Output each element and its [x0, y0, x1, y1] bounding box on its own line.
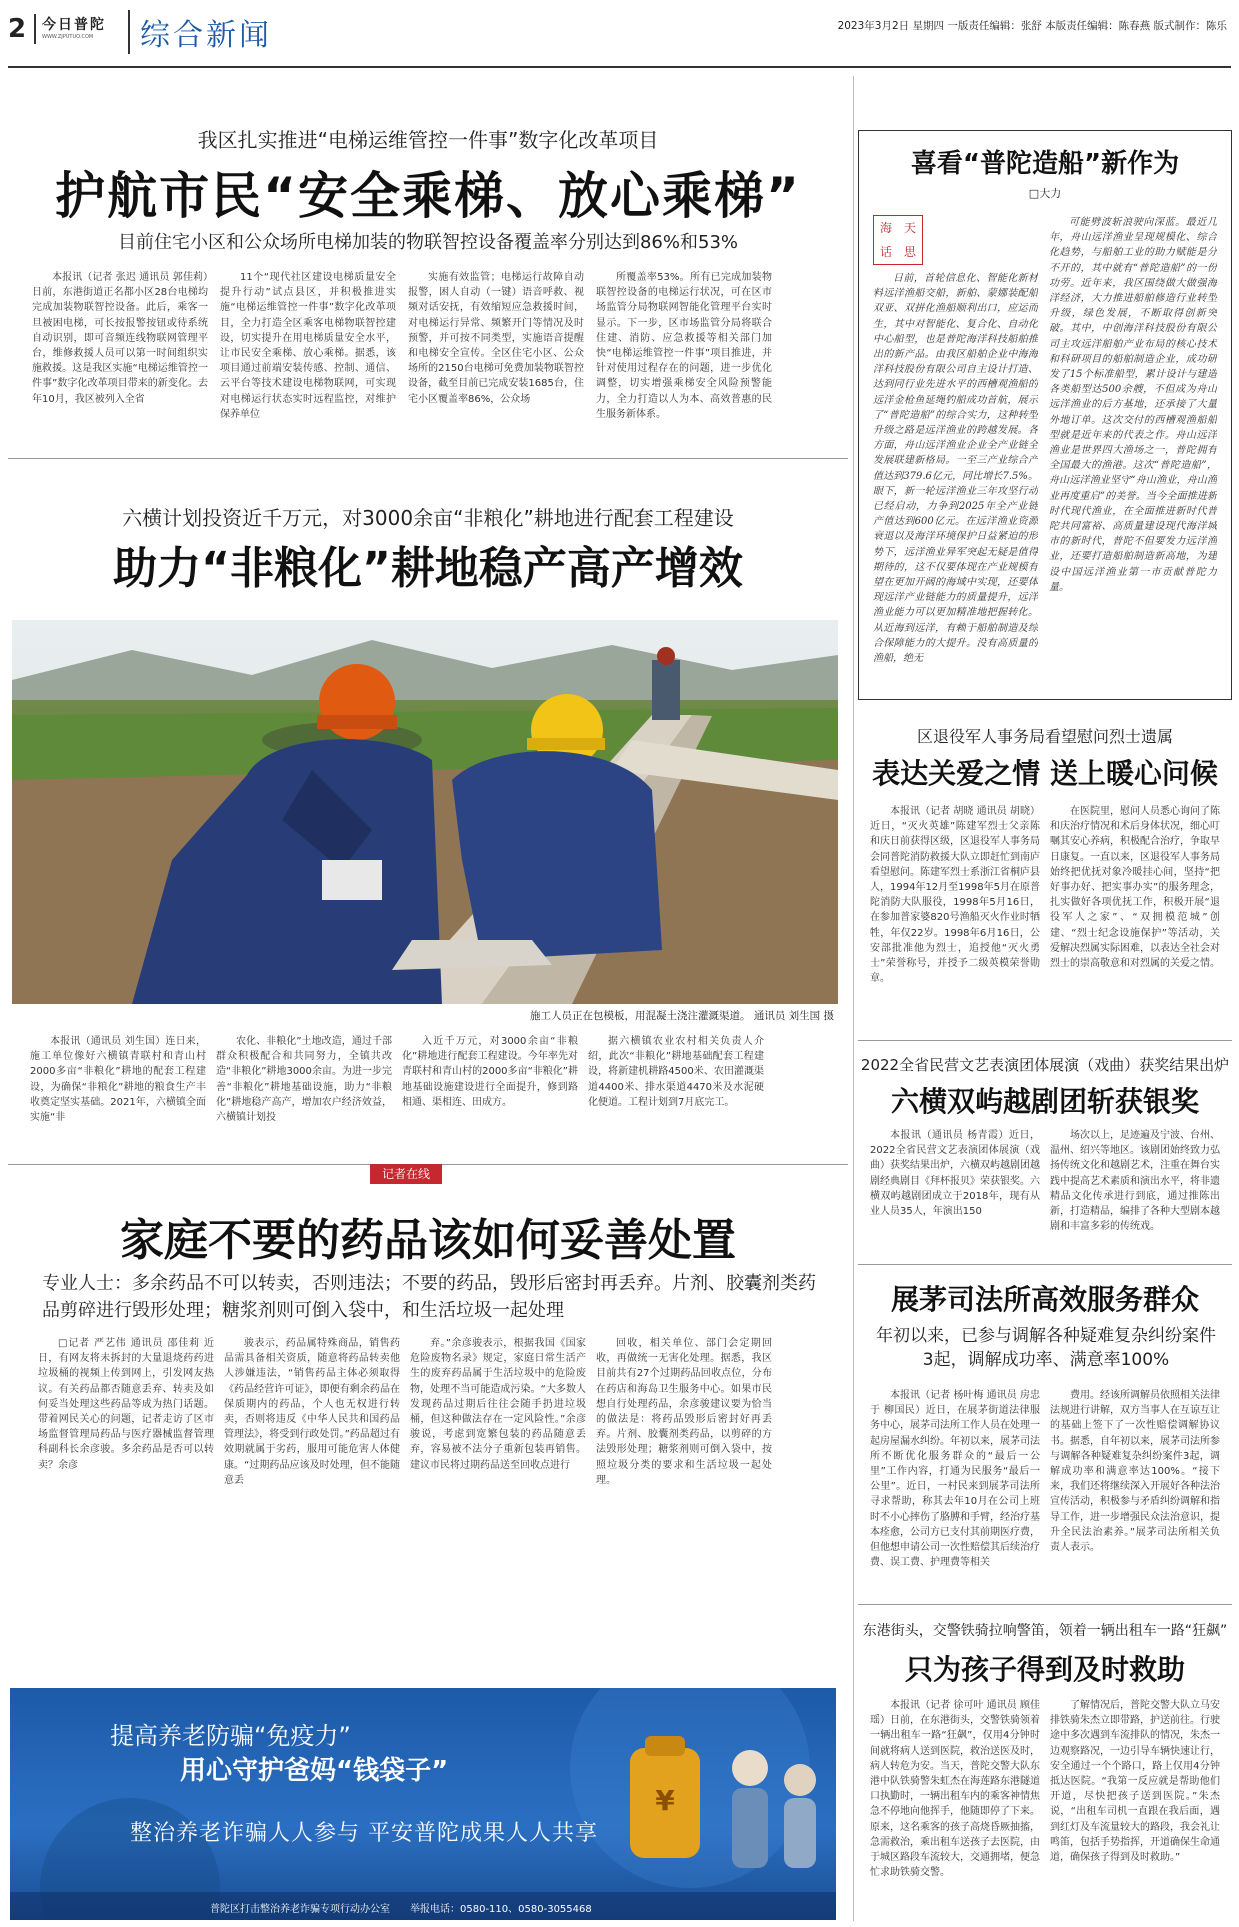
badge-char-3: 话: [879, 245, 892, 259]
construction-photo-illustration: [12, 620, 838, 1004]
banner-line-2: 用心守护爸妈“钱袋子”: [180, 1756, 449, 1786]
article-shipbuilding: [858, 130, 1232, 700]
byline: □大力: [1028, 187, 1062, 200]
kicker: 区退役军人事务局看望慰问烈士遗属: [916, 727, 1173, 746]
column-4: 回收，相关单位、部门会定期回收，再做统一无害化处理。据悉，我区目前共有27个过期药品回收点位，分布在药店和海岛卫生服务中心。如果市民想自行处理药品，余彦骏建议要为恰当的做法是：将药品毁形后密封好再丢弃。片剂、胶囊剂类药品，以剪碎的方法毁形处理；糖浆剂则可倒入袋中，按照垃圾分类的要求和生活垃圾一起处理。: [596, 1338, 772, 1486]
column-2: 11个“现代社区建设电梯质量安全提升行动”试点县区，并积极推进实施“电梯运维管控一件事”数字化改革项目，全力打造全区乘客电梯物联智控建设，切实提升在用电梯质量安全水平，让市民安全乘梯、放心乘梯。据悉，该项目通过前端安装传感、控制、通信、云平台等技术建设电梯物联网，可实现对电梯运行状态实时远程监控，对维护保养单位: [220, 272, 396, 420]
article-judicial: [858, 1270, 1232, 1600]
kicker: 东港街头，交警铁骑拉响警笛，领着一辆出租车一路“狂飙”: [862, 1623, 1228, 1639]
column-3: 入近千万元，对3000余亩“非粮化”耕地进行配套工程建设。今年率先对青联村和青山村的2000多亩“非粮化”耕地基础设施建设进行全面提升，修到路相通、渠相连、田成方。: [402, 1036, 578, 1108]
subhead: 专业人士：多余药品不可以转卖，否则违法；不要的药品，毁形后密封再丢弃。片剂、胶囊剂类药品剪碎进行毁形处理；糖浆剂则可倒入袋中，和生活垃圾一起处理: [42, 1273, 816, 1321]
article-farmland: [8, 462, 848, 1027]
anti-fraud-banner: [10, 1688, 836, 1920]
column-1: 日前，首轮信息化、智能化新材料远洋渔船交船，新舶、蒙娜装配船双亚、双拼化渔船顺利出口，应运而生，其中对智能化、复合化、自动化中心船型，也是普陀海洋科技船舶推出的新产品。由我区船舶企业中海海洋科技股份有限公司自主设计打造、达到同行业先进水平的西槽观渔船的远洋金枪鱼延绳钓船成功首航，展示了“普陀造船”的综合实力，这种转型升级之路是远洋渔业的跨越发展。各方面，舟山远洋渔业企业全产业链全发展联建新格局。一至三产业综合产值达到379.6亿元，同比增长7.5%。眼下，新一轮远洋渔业三年攻坚行动已经启动，力争到2025年全产业链产值达到600亿元。在远洋渔业资源衰退以及海洋环境保护日益紧迫的形势下，远洋渔业异军突起无疑是值得期待的，这不仅要体现在产业规模有望在更加开阔的海域中实现，还要体现远洋产业链能力的质量提升，远洋渔业能力可以更加精准地把握转化。从近海到远洋，有赖于船舶制造及综合保障能力的大提升。没有高质量的渔船，绝无: [873, 273, 1038, 665]
footer-phone: 举报电话：0580-110、0580-3055468: [410, 1904, 592, 1915]
date-line: 2023年3月2日 星期四 一版责任编辑：张舒 本版责任编辑：陈春燕 版式制作：陈乐: [837, 20, 1227, 32]
column-2: 骏表示，药品属特殊商品，销售药品需具备相关资质，随意将药品转卖他人涉嫌违法，“销售药品主体必须取得《药品经营许可证》，即便有剩余药品在保质期内的药品，个人也无权进行转卖，否则将违反《中华人民共和国药品管理法》，将受到行政处罚。”药品超过有效期就属于劣药，服用可能危害人体健康。“过期药品应该及时处理，但不能随意丢: [224, 1338, 400, 1486]
article-medicine: [8, 1164, 848, 1654]
divider: [858, 1264, 1232, 1265]
article-veterans: [858, 706, 1232, 1036]
column-1: □记者 严艺伟 通讯员 邵佳莉 近日，有网友将未拆封的大量退烧药药进垃圾桶的视频上传到网上，引发网友热议。有关药品都否随意丢弃、转卖及如何妥当处理这些药品等成为热门话题。带着网民关心的问题，记者走访了区市场监督管理局药品与医疗器械监督管理科副科长余彦骏。多余药品是否可以转卖？余彦: [38, 1338, 214, 1471]
badge-char-1: 海: [879, 221, 892, 235]
badge-char-4: 思: [903, 245, 916, 259]
headline: 护航市民“安全乘梯、放心乘梯”: [55, 167, 801, 225]
column-3: 实施有效监管；电梯运行故障自动报警，困人自动（一键）语音呼救、视频对话安抚，有效缩短应急救援时间，对电梯运行异常、频繁开门等情况及时预警，并可按不同类型，实施语音提醒和电梯安全宣传。全区住宅小区、公众场所的2150台电梯可免费加装物联智控设备，截至目前已完成安装1685台，住宅小区覆盖率86%，公众场: [408, 272, 584, 405]
headline: 助力“非粮化”耕地稳产高产增效: [113, 543, 743, 594]
column-2: 了解情况后，普陀交警大队立马安排铁骑朱杰立即带路，护送前往。行驶途中多次遇到车流排队的情况，朱杰一边观察路况，一边引导车辆快速让行，安全通过一个个路口，路上仅用4分钟抵达医院。“我第一反应就是帮助他们开道，尽快把孩子送到医院。”朱杰说，“出租车司机一直跟在我后面，遇到红灯及车流量较大的路段，我会礼让鸣笛，包括手势指挥，开道确保生命通道，确保孩子得到及时救助。”: [1050, 1700, 1220, 1864]
column-2: 可能劈波斩浪驶向深蓝。最近几年，舟山远洋渔业呈现规模化、综合化趋势，与船舶工业的助力赋能是分不开的，其中就有“普陀造船”的一份功劳。近年来，我区围绕做大做强海洋经济，大力推进船舶修造行业转型升级，绿色发展，不断取得创新突破。其中，中创海洋科技股份有限公司主攻远洋船舶产业布局的核心技术和科研项目的船舶制造企业，成功研发了15个标准船型，累计设计与建造各类船型达500余艘，不但成为舟山远洋渔业的后方基地，还承接了大量外地订单。这次交付的西槽观渔船船型就是近年来的代表之作。舟山远洋渔业是世界四大渔场之一，普陀拥有全国最大的渔港。这次“普陀造船”，舟山远洋渔业坚守“舟山渔业，舟山渔业再度重启”的美誉。当今全面推进新时代现代渔业，在全面推进新时代普陀共同富裕、高质量建设现代海洋城市的新时代，普陀不但要发力远洋渔业，还要打造船舶制造新高地，为建设中国远洋渔业第一市贡献普陀力量。: [1049, 217, 1217, 593]
banner-slogan: 整治养老诈骗人人参与 平安普陀成果人人共享: [130, 1821, 598, 1846]
column-2: 费用。经该所调解员依照相关法律法规进行讲解，双方当事人在互谅互让的基础上签下了一次性赔偿调解协议书。据悉，自年初以来，展茅司法所参与调解各种疑难复杂纠纷案件3起，调解成功率和满意率达100%。“接下来，我们还将继续深入开展好各种法治宣传活动，积极参与矛盾纠纷调解和指导工作，进一步增强民众法治意识，提升全民法治素养。”展茅司法所相关负责人表示。: [1050, 1390, 1220, 1554]
section-title: 综合新闻: [128, 10, 272, 54]
divider: [858, 1040, 1232, 1041]
column-4: 据六横镇农业农村相关负责人介绍，此次“非粮化”耕地基础配套工程建设，将新建机耕路4500米、农田灌溉渠道4400米、排水渠道4470米及水泥硬化便道。工程计划到7月底完工。: [588, 1036, 764, 1108]
divider: [858, 1604, 1232, 1605]
column-2: 场次以上，足迹遍及宁波、台州、温州、绍兴等地区。该剧团始终致力弘扬传统文化和越剧艺术，注重在舞台实践中提高艺术素质和演出水平，将非遗精品文化传承进行到底，通过推陈出新，打造精品，编排了各种大型剧本越剧和丰富多彩的传统戏。: [1050, 1130, 1220, 1233]
article-elevator: [8, 76, 848, 456]
column-3: 弃。”余彦骏表示，根据我国《国家危险废物名录》规定，家庭日常生活产生的废弃药品属于生活垃圾中的危险废物，处理不当可能造成污染。“大多数人发现药品过期后往往会随手扔进垃圾桶，但这种做法存在一定风险性。”余彦骏说，考虑到宽繁包装的药品随意丢弃，容易被不法分子重新包装再销售。建议市民将过期药品送至回收点进行: [410, 1338, 586, 1471]
page-number: 2: [8, 14, 27, 44]
column-4: 所覆盖率53%。所有已完成加装物联智控设备的电梯运行状况，可在区市场监管分局物联网智能化管理平台实时显示。下一步，区市场监管分局将联合住建、消防、应急救援等相关部门加快“电梯运维管控一件事”项目推进，并针对使用过程存在的问题，进一步优化调整，切实增强乘梯安全风险预警能力，全力打造以人为本、高效普惠的民生服务新体系。: [596, 272, 772, 420]
paper-url: WWW.ZJPUTUO.COM: [42, 34, 94, 40]
column-2: 农化、非粮化”土地改造，通过千部群众积极配合和共同努力，全镇共改造“非粮化”耕地3000余亩。为进一步完善“非粮化”耕地基础设施，助力“非粮化”耕地稳产高产，增加农户经济效益，六横镇计划投: [216, 1036, 392, 1124]
headline: 表达关爱之情 送上暖心问候: [872, 757, 1218, 790]
headline: 只为孩子得到及时救助: [904, 1653, 1185, 1686]
headline: 六横双屿越剧团斩获银奖: [890, 1085, 1199, 1118]
column-1: 本报讯（记者 张迟 通讯员 郭佳莉）日前，东港街道正名都小区28台电梯均完成加装物联智控设备。此后，乘客一旦被困电梯，可长按报警按钮或待系统自动识别，即可音频连线物联网管理平台，维修救援人员可以第一时间组织实施救援。这是我区实施“电梯运维管控一件事”数字化改革项目带来的新变化。去年10月，我区被列入全省: [32, 272, 208, 405]
money-bag-symbol: ¥: [655, 1784, 675, 1817]
column-1: 本报讯（记者 杨叶梅 通讯员 房忠于 柳国民）近日，在展茅街道法律服务中心，展茅司法所工作人员在处理一起房屋漏水纠纷。年初以来，展茅司法所不断优化服务群众的“最后一公里”工作内容，打通为民服务“最后一公里”。近日，一村民来到展茅司法所寻求帮助，称其去年10月在公司上班时不小心摔伤了胳膊和手臂，经治疗基本痊愈，公司方已支付其前期医疗费，但他想申请公司一次性赔偿其后续治疗费、误工费、护理费等相关: [870, 1390, 1040, 1569]
column-1: 本报讯（通讯员 刘生国）连日来，施工单位像好六横镇青联村和青山村2000多亩“非粮化”耕地的配套工程建设，为确保“非粮化”耕地的粮食生产丰收奠定坚实基础。2021年，六横镇全面实施“非: [30, 1036, 206, 1124]
column-1: 本报讯（记者 胡晓 通讯员 胡晓）近日，“灭火英雄”陈建军烈士父亲陈和庆日前获得区级，区退役军人事务局会同普陀消防救援大队立即赶忙到南庐看望慰问。陈建军烈士系浙江省桐庐县人，1994年12月至1998年5月在原普陀消防大队服役，1998年5月16日，在参加普家婆820号渔船灭火作业时牺牲，年仅22岁。1998年6月16日，公安部批准他为烈士，追授他“灭火勇士”荣誉称号，并授予二级英模荣誉勋章。: [870, 806, 1040, 985]
column-badge: [873, 215, 923, 265]
subhead: 目前住宅小区和公众场所电梯加装的物联智控设备覆盖率分别达到86%和53%: [117, 232, 738, 253]
section-tag: 记者在线: [370, 1164, 442, 1184]
kicker: 2022全省民营文艺表演团体展演（戏曲）获奖结果出炉: [860, 1056, 1230, 1074]
headline: 家庭不要的药品该如何妥善处置: [120, 1215, 736, 1266]
banner-line-1: 提高养老防骗“免疫力”: [110, 1722, 351, 1750]
paper-name: 今日普陀: [42, 17, 106, 33]
paper-logo: [34, 14, 118, 44]
kicker: 六横计划投资近千万元，对3000余亩“非粮化”耕地进行配套工程建设: [122, 506, 734, 530]
column-1: 本报讯（通讯员 杨青霞）近日，2022全省民营文艺表演团体展演（戏曲）获奖结果出炉，六横双屿越剧团越剧经典剧目《拜杯报贝》荣获银奖。六横双屿越剧团成立于2018年，现有从业人员35人，年演出150: [870, 1130, 1040, 1218]
divider: [8, 458, 848, 459]
footer-org: 普陀区打击整治养老诈骗专项行动办公室: [210, 1904, 390, 1915]
headline: 喜看“普陀造船”新作为: [910, 149, 1180, 179]
page-header: [0, 0, 1239, 72]
column-1: 本报讯（记者 徐可叶 通讯员 顾佳瑶）日前，在东港街头，交警铁骑领着一辆出租车一路“狂飙”，仅用4分钟时间就将病人送到医院，救治送医及时，病人转危为安。当天，普陀交警大队东港中队铁骑警朱虹杰在海莲路东港隧道口执勤时，一辆出租车内的乘客神情焦急不停地向他挥手，他随即停了下来。原来，这名乘客的孩子高烧昏厥抽搐，急需救治，乘出租车送孩子去医院，由于城区路段车流较大，交通拥堵，便急忙求助铁骑交警。: [870, 1700, 1040, 1879]
header-rule: [8, 66, 1231, 68]
headline: 展茅司法所高效服务群众: [890, 1283, 1199, 1316]
banner-footer: [10, 1892, 836, 1920]
kicker: 我区扎实推进“电梯运维管控一件事”数字化改革项目: [197, 128, 659, 152]
article-police: [858, 1608, 1232, 1923]
subhead: 年初以来，已参与调解各种疑难复杂纠纷案件3起，调解成功率、满意率100%: [876, 1326, 1216, 1370]
photo-caption: 施工人员正在包模板，用混凝土浇注灌溉渠道。 通讯员 刘生国 摄: [529, 1010, 834, 1022]
column-2: 在医院里，慰问人员悉心询问了陈和庆治疗情况和术后身体状况，细心叮嘱其安心养病，积极配合治疗，争取早日康复。一直以来，区退役军人事务局始终把优抚对象冷暖挂心间，坚持“把好事办好、把实事办实”的服务理念，扎实做好各项优抚工作，积极开展“退役军人之家”、“双拥模范城”创建、“烈士纪念设施保护”等活动，关爱解决烈属实际困难，以表达全社会对烈士的崇高敬意和对烈属的关爱之情。: [1050, 806, 1220, 970]
construction-photo: [12, 620, 838, 1004]
column-divider: [853, 76, 854, 1921]
badge-char-2: 天: [903, 221, 916, 235]
farmland-body: [8, 1028, 848, 1158]
article-yueju: [858, 1044, 1232, 1264]
